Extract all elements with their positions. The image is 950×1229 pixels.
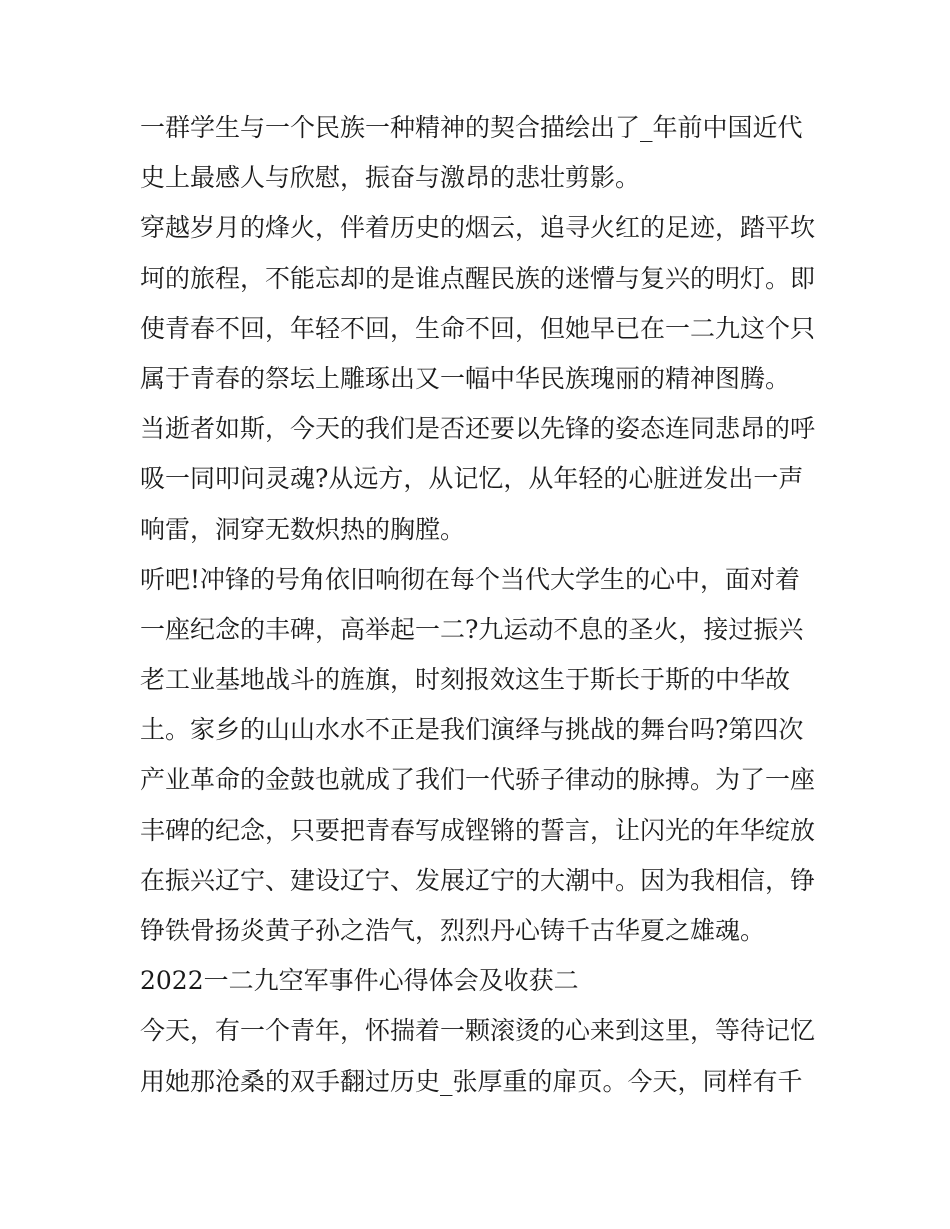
text-line: 老工业基地战斗的旌旗，时刻报效这生于斯长于斯的中华故 (140, 665, 791, 695)
text-line: 土。家乡的山山水水不正是我们演绎与挑战的舞台吗?第四次 (140, 715, 804, 745)
text-line: 穿越岁月的烽火，伴着历史的烟云，追寻火红的足迹，踏平坎 (140, 213, 816, 243)
text-line: 丰碑的纪念，只要把青春写成铿锵的誓言，让闪光的年华绽放 (140, 815, 816, 845)
section-heading: 2022一二九空军事件心得体会及收获二 (140, 966, 579, 996)
text-line: 吸一同叩问灵魂?从远方，从记忆，从年轻的心脏迸发出一声 (140, 464, 804, 494)
text-line: 响雷，洞穿无数炽热的胸膛。 (140, 514, 466, 544)
text-line: 使青春不回，年轻不回，生命不回，但她早已在一二九这个只 (140, 313, 816, 343)
text-line: 用她那沧桑的双手翻过历史_张厚重的扉页。今天，同样有千 (140, 1066, 803, 1096)
text-line: 属于青春的祭坛上雕琢出又一幅中华民族瑰丽的精神图腾。 (140, 363, 791, 393)
text-line: 坷的旅程，不能忘却的是谁点醒民族的迷懵与复兴的明灯。即 (140, 263, 816, 293)
text-line: 一座纪念的丰碑，高举起一二?九运动不息的圣火，接过振兴 (140, 614, 804, 644)
text-line: 史上最感人与欣慰，振奋与激昂的悲壮剪影。 (140, 163, 641, 193)
text-line: 当逝者如斯，今天的我们是否还要以先锋的姿态连同悲昂的呼 (140, 414, 816, 444)
text-line: 听吧!冲锋的号角依旧响彻在每个当代大学生的心中，面对着 (140, 564, 801, 594)
text-line: 今天，有一个青年，怀揣着一颗滚烫的心来到这里，等待记忆 (140, 1016, 816, 1046)
text-line: 一群学生与一个民族一种精神的契合描绘出了_年前中国近代 (140, 113, 803, 142)
text-line: 铮铁骨扬炎黄子孙之浩气，烈烈丹心铸千古华夏之雄魂。 (140, 916, 766, 945)
body-text (140, 103, 820, 1107)
text-line: 产业革命的金鼓也就成了我们一代骄子律动的脉搏。为了一座 (140, 765, 816, 795)
text-line: 在振兴辽宁、建设辽宁、发展辽宁的大潮中。因为我相信，铮 (140, 865, 816, 895)
